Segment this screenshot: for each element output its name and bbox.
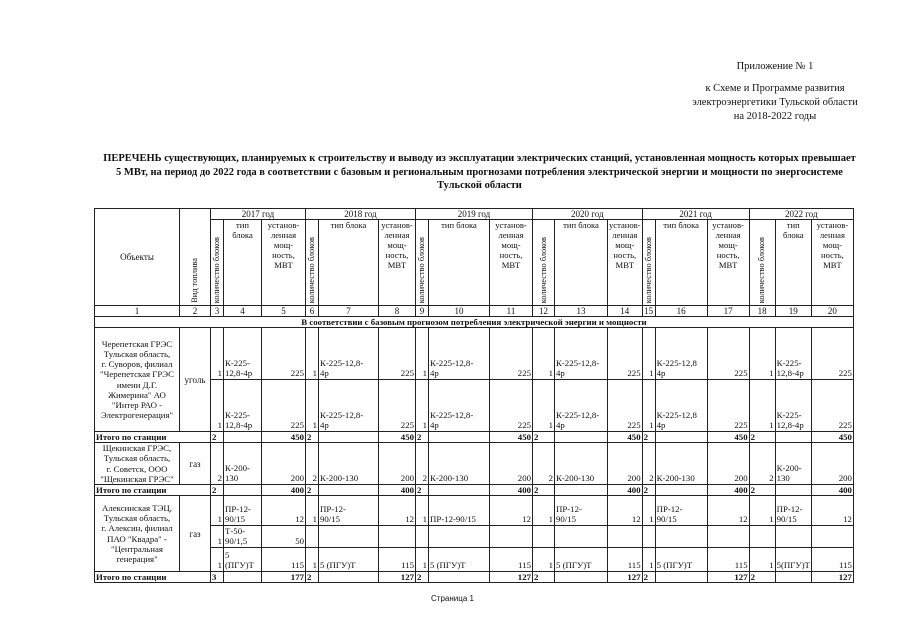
block-count: 1 [416, 380, 429, 432]
installed-power: 115 [608, 548, 643, 572]
total-spacer [319, 485, 379, 496]
installed-power: 225 [608, 328, 643, 380]
block-count [749, 526, 775, 548]
block-count: 2 [211, 443, 224, 485]
column-number: 19 [775, 306, 811, 317]
block-count [306, 526, 319, 548]
block-type: К-225-12,8 4р [655, 380, 707, 432]
installed-power: 12 [379, 496, 416, 526]
block-type: 5 (ПГУ)Т [555, 548, 608, 572]
total-spacer [555, 432, 608, 443]
installed-power [811, 526, 853, 548]
title-line: ПЕРЕЧЕНЬ существующих, планируемых к строительству и выводу из эксплуатации электрических станций, установленная мощность которых превышает [103, 153, 856, 164]
total-power: 177 [262, 572, 306, 583]
block-count: 1 [306, 328, 319, 380]
total-spacer [319, 572, 379, 583]
block-type: 5(ПГУ)Т [775, 548, 811, 572]
installed-power: 115 [490, 548, 533, 572]
total-power: 127 [490, 572, 533, 583]
column-number: 7 [319, 306, 379, 317]
total-block-count: 2 [533, 485, 555, 496]
total-power: 400 [262, 485, 306, 496]
block-type: 5 (ПГУ)Т [319, 548, 379, 572]
block-type: К-225-12,8- 4р [429, 380, 490, 432]
year-header: 2017 год [211, 209, 306, 220]
installed-power: 200 [811, 443, 853, 485]
block-type-header: тип блока [775, 220, 811, 306]
block-type: К-200-130 [655, 443, 707, 485]
total-block-count: 3 [211, 572, 224, 583]
block-count: 2 [749, 443, 775, 485]
block-count-header [211, 220, 224, 306]
installed-power: 200 [707, 443, 749, 485]
column-number: 4 [224, 306, 262, 317]
installed-power-header: установ- ленная мощ- ность, МВТ [707, 220, 749, 306]
section-title: В соответствии с базовым прогнозом потребления электрической энергии и мощности [95, 317, 854, 328]
block-count: 1 [211, 526, 224, 548]
installed-power [707, 526, 749, 548]
block-count: 1 [416, 496, 429, 526]
column-number: 11 [490, 306, 533, 317]
block-type: Т-50- 90/1,5 [224, 526, 262, 548]
total-spacer [224, 432, 262, 443]
block-count: 1 [642, 380, 655, 432]
column-number: 3 [211, 306, 224, 317]
installed-power: 225 [490, 380, 533, 432]
column-number: 5 [262, 306, 306, 317]
block-type: К-200-130 [319, 443, 379, 485]
block-type-header: тип блока [224, 220, 262, 306]
total-spacer [429, 432, 490, 443]
total-block-count: 2 [211, 432, 224, 443]
installed-power-header: установ- ленная мощ- ность, МВТ [811, 220, 853, 306]
total-power: 400 [811, 485, 853, 496]
total-block-count: 2 [533, 432, 555, 443]
block-count: 1 [306, 380, 319, 432]
installed-power [490, 526, 533, 548]
block-count: 1 [416, 328, 429, 380]
total-block-count: 2 [416, 485, 429, 496]
installed-power: 225 [811, 380, 853, 432]
block-count: 1 [642, 496, 655, 526]
station-name: Щекинская ГРЭС, Тульская область, г. Советск, ООО "Щекинская ГРЭС" [95, 443, 180, 485]
installed-power: 12 [608, 496, 643, 526]
block-count: 1 [416, 548, 429, 572]
block-type-header: тип блока [655, 220, 707, 306]
block-count: 1 [749, 328, 775, 380]
block-count-label: количество блоков [643, 236, 653, 303]
total-block-count: 2 [306, 572, 319, 583]
total-power: 400 [490, 485, 533, 496]
power-stations-table [94, 208, 854, 583]
appendix-line: на 2018-2022 годы [733, 111, 817, 122]
column-number: 13 [555, 306, 608, 317]
total-spacer [655, 432, 707, 443]
block-type: К-225- 12,8-4р [224, 380, 262, 432]
total-spacer [655, 572, 707, 583]
installed-power: 225 [811, 328, 853, 380]
block-type: К-225-12,8- 4р [555, 380, 608, 432]
installed-power: 200 [490, 443, 533, 485]
installed-power: 12 [811, 496, 853, 526]
total-block-count: 2 [533, 572, 555, 583]
block-type: К-225- 12,8-4р [775, 380, 811, 432]
total-power: 450 [262, 432, 306, 443]
total-spacer [555, 572, 608, 583]
block-type [775, 526, 811, 548]
fuel-type-header [180, 209, 211, 306]
total-spacer [429, 572, 490, 583]
installed-power: 225 [608, 380, 643, 432]
installed-power: 12 [707, 496, 749, 526]
total-spacer [655, 485, 707, 496]
column-number: 15 [644, 306, 654, 316]
station-total-label: Итого по станции [95, 432, 211, 443]
year-header: 2021 год [642, 209, 749, 220]
block-count: 1 [749, 496, 775, 526]
column-number: 16 [655, 306, 707, 317]
total-block-count: 2 [749, 485, 775, 496]
block-count: 1 [533, 496, 555, 526]
column-number: 2 [180, 306, 211, 317]
column-number: 20 [811, 306, 853, 317]
block-type [429, 526, 490, 548]
block-type: К-225- 12,8-4р [775, 328, 811, 380]
title-line: 5 МВт, на период до 2022 года в соответствии с базовым и региональным прогнозами потребления электрической энергии и мощности по энергосистеме [116, 166, 843, 178]
block-count-header [306, 220, 319, 306]
total-spacer [775, 572, 811, 583]
block-type: ПР-12- 90/15 [555, 496, 608, 526]
block-count: 2 [306, 443, 319, 485]
block-type: К-225- 12,8-4р [224, 328, 262, 380]
fuel-type-label: Вид топлива [190, 258, 199, 303]
installed-power [608, 526, 643, 548]
block-count: 2 [416, 443, 429, 485]
installed-power-header: установ- ленная мощ- ность, МВТ [490, 220, 533, 306]
block-count-label: количество блоков [417, 236, 426, 303]
installed-power-header: установ- ленная мощ- ность, МВТ [379, 220, 416, 306]
total-block-count: 2 [749, 432, 775, 443]
block-type: ПР-12-90/15 [429, 496, 490, 526]
total-power: 400 [707, 485, 749, 496]
block-type [555, 526, 608, 548]
block-type: 5 (ПГУ)Т [224, 548, 262, 572]
installed-power: 225 [707, 380, 749, 432]
block-type: К-200-130 [429, 443, 490, 485]
block-count: 2 [533, 443, 555, 485]
appendix-number: Приложение № 1 [736, 61, 814, 72]
total-spacer [224, 485, 262, 496]
block-type: 5 (ПГУ)Т [429, 548, 490, 572]
appendix-block [660, 60, 890, 124]
total-spacer [319, 432, 379, 443]
block-type: К-225-12,8- 4р [319, 328, 379, 380]
block-count: 1 [749, 548, 775, 572]
block-count [642, 526, 655, 548]
fuel-type: газ [180, 496, 211, 572]
block-count [416, 526, 429, 548]
block-count-header [749, 220, 775, 306]
block-type: 5 (ПГУ)Т [655, 548, 707, 572]
appendix-line: электроэнергетики Тульской области [692, 97, 858, 108]
total-power: 400 [379, 485, 416, 496]
year-header: 2018 год [306, 209, 416, 220]
column-number: 10 [429, 306, 490, 317]
total-spacer [775, 485, 811, 496]
installed-power-header: установ- ленная мощ- ность, МВТ [608, 220, 643, 306]
total-power: 450 [608, 432, 643, 443]
installed-power: 115 [811, 548, 853, 572]
total-block-count: 2 [749, 572, 775, 583]
year-header: 2019 год [416, 209, 533, 220]
block-count: 1 [211, 328, 224, 380]
block-type-header: тип блока [319, 220, 379, 306]
installed-power: 225 [379, 328, 416, 380]
column-number: 6 [306, 306, 319, 317]
installed-power: 225 [379, 380, 416, 432]
document-title [92, 152, 867, 193]
installed-power: 225 [262, 328, 306, 380]
block-type: К-200- 130 [775, 443, 811, 485]
total-block-count: 2 [306, 485, 319, 496]
column-number: 1 [95, 306, 180, 317]
block-count-header [416, 220, 429, 306]
column-number: 18 [749, 306, 775, 317]
total-block-count: 2 [642, 572, 655, 583]
block-type: К-225-12,8- 4р [429, 328, 490, 380]
year-header: 2020 год [533, 209, 643, 220]
total-block-count: 2 [306, 432, 319, 443]
installed-power: 12 [490, 496, 533, 526]
block-type-header: тип блока [555, 220, 608, 306]
block-count: 1 [642, 328, 655, 380]
block-type [319, 526, 379, 548]
installed-power: 225 [262, 380, 306, 432]
installed-power: 200 [379, 443, 416, 485]
block-count-label: количество блоков [757, 236, 767, 303]
block-type: К-225-12,8- 4р [319, 380, 379, 432]
station-name: Черепетская ГРЭС Тульская область, г. Суворов, филиал "Черепетская ГРЭС имени Д.Г. Жимерина" АО "Интер РАО - Электрогенерация" [95, 328, 180, 432]
column-number: 12 [533, 306, 555, 317]
block-count: 1 [533, 328, 555, 380]
block-count: 1 [306, 548, 319, 572]
block-count: 1 [211, 380, 224, 432]
fuel-type: уголь [180, 328, 211, 432]
year-header: 2022 год [749, 209, 853, 220]
installed-power: 115 [707, 548, 749, 572]
station-name: Алексинская ТЭЦ, Тульская область, г. Алексин, филиал ПАО "Квадра" - "Центральная генерация" [95, 496, 180, 572]
total-power: 450 [490, 432, 533, 443]
total-power: 127 [379, 572, 416, 583]
appendix-line: к Схеме и Программе развития [705, 83, 845, 94]
total-spacer [224, 572, 262, 583]
total-block-count: 2 [642, 432, 655, 443]
total-power: 450 [811, 432, 853, 443]
column-number: 14 [608, 306, 643, 317]
total-block-count: 2 [211, 485, 224, 496]
installed-power: 50 [262, 526, 306, 548]
installed-power: 200 [608, 443, 643, 485]
total-block-count: 2 [416, 572, 429, 583]
installed-power [379, 526, 416, 548]
block-type: ПР-12- 90/15 [655, 496, 707, 526]
total-block-count: 2 [416, 432, 429, 443]
block-type: К-225-12,8- 4р [555, 328, 608, 380]
block-count: 1 [533, 380, 555, 432]
column-number: 9 [416, 306, 429, 317]
fuel-type: газ [180, 443, 211, 485]
block-type: К-200-130 [555, 443, 608, 485]
block-count: 1 [533, 548, 555, 572]
block-count: 1 [306, 496, 319, 526]
block-count-label: количество блоков [212, 236, 221, 303]
block-type: К-225-12,8 4р [655, 328, 707, 380]
block-type: ПР-12- 90/15 [224, 496, 262, 526]
total-power: 127 [811, 572, 853, 583]
installed-power: 115 [262, 548, 306, 572]
total-block-count: 2 [642, 485, 655, 496]
total-power: 400 [608, 485, 643, 496]
objects-header: Объекты [95, 209, 180, 306]
total-power: 450 [707, 432, 749, 443]
total-power: 127 [608, 572, 643, 583]
total-spacer [555, 485, 608, 496]
column-number: 8 [379, 306, 416, 317]
block-type: ПР-12- 90/15 [319, 496, 379, 526]
total-spacer [429, 485, 490, 496]
block-count: 1 [211, 496, 224, 526]
block-count-label: количество блоков [538, 236, 548, 303]
title-line: Тульской области [437, 180, 522, 191]
page-footer: Страница 1 [431, 594, 474, 603]
installed-power: 225 [707, 328, 749, 380]
block-count: 1 [749, 380, 775, 432]
installed-power-header: установ- ленная мощ- ность, МВТ [262, 220, 306, 306]
total-power: 127 [707, 572, 749, 583]
block-count-header [533, 220, 555, 306]
station-total-label: Итого по станции [95, 572, 211, 583]
installed-power: 115 [379, 548, 416, 572]
station-total-label: Итого по станции [95, 485, 211, 496]
block-count-header [642, 220, 655, 306]
block-count: 1 [642, 548, 655, 572]
block-count [533, 526, 555, 548]
installed-power: 225 [490, 328, 533, 380]
total-spacer [775, 432, 811, 443]
block-count-label: количество блоков [307, 236, 316, 303]
column-number: 17 [707, 306, 749, 317]
block-count: 1 [211, 548, 224, 572]
block-count: 2 [642, 443, 655, 485]
installed-power: 12 [262, 496, 306, 526]
block-type [655, 526, 707, 548]
total-power: 450 [379, 432, 416, 443]
block-type: К-200- 130 [224, 443, 262, 485]
block-type-header: тип блока [429, 220, 490, 306]
installed-power: 200 [262, 443, 306, 485]
block-type: ПР-12- 90/15 [775, 496, 811, 526]
